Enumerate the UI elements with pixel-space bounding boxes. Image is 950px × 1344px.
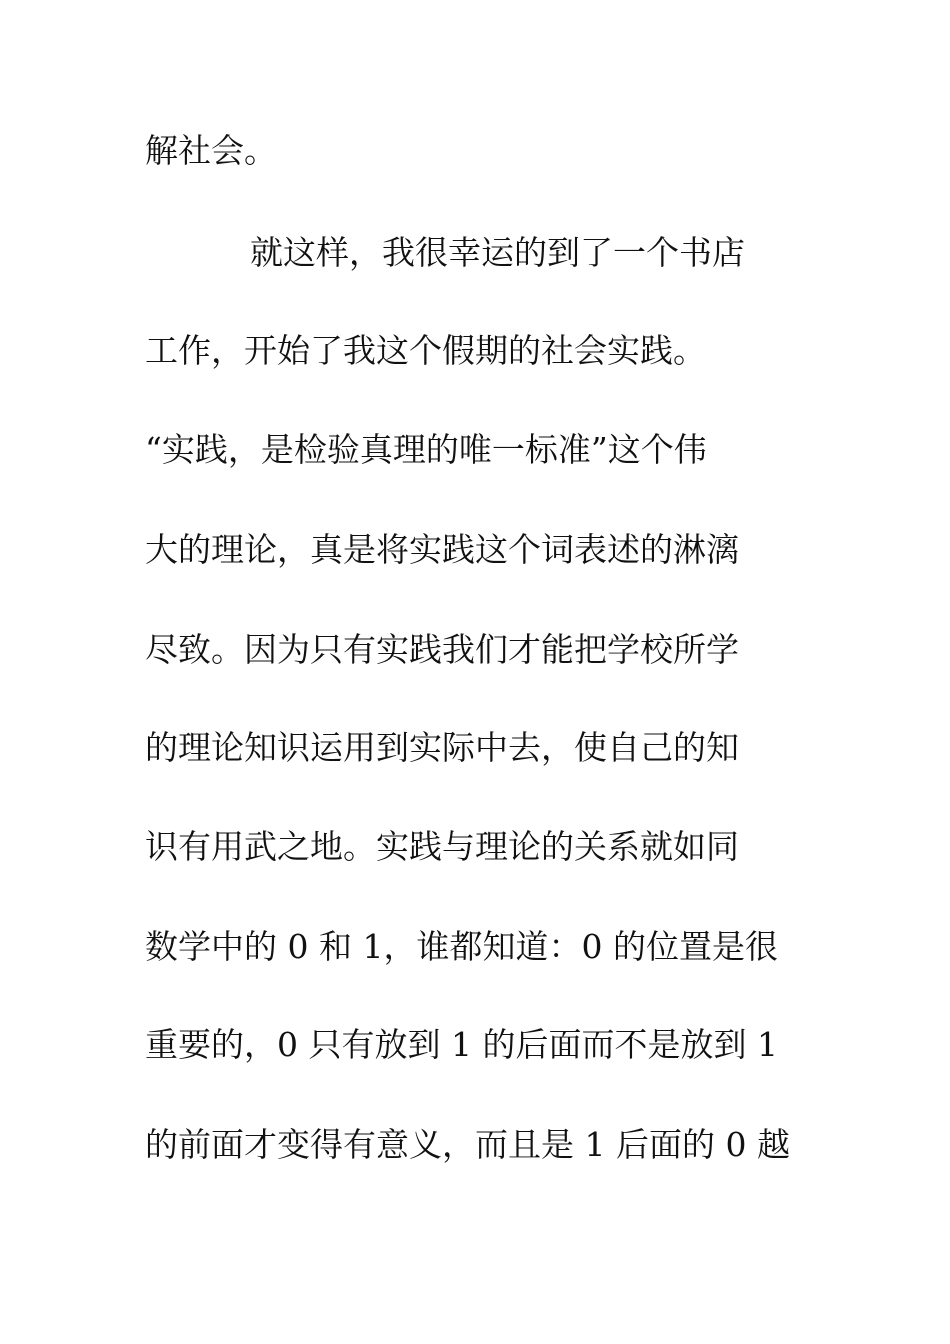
text-line: 就这样，我很幸运的到了一个书店: [250, 233, 745, 272]
text-line: 的理论知识运用到实际中去，使自己的知: [145, 728, 739, 767]
text-line: 的前面才变得有意义，而且是 1 后面的 0 越: [145, 1125, 790, 1164]
text-line: 大的理论，真是将实践这个词表述的淋漓: [145, 530, 739, 569]
text-line: 数学中的 0 和 1，谁都知道：0 的位置是很: [145, 927, 778, 966]
text-line: 识有用武之地。实践与理论的关系就如同: [145, 827, 739, 866]
text-line: 工作，开始了我这个假期的社会实践。: [145, 331, 706, 370]
text-line: 重要的，0 只有放到 1 的后面而不是放到 1: [145, 1025, 778, 1064]
text-line: “实践，是检验真理的唯一标准”这个伟: [145, 430, 707, 469]
text-line: 尽致。因为只有实践我们才能把学校所学: [145, 630, 739, 669]
text-line: 解社会。: [145, 131, 277, 170]
